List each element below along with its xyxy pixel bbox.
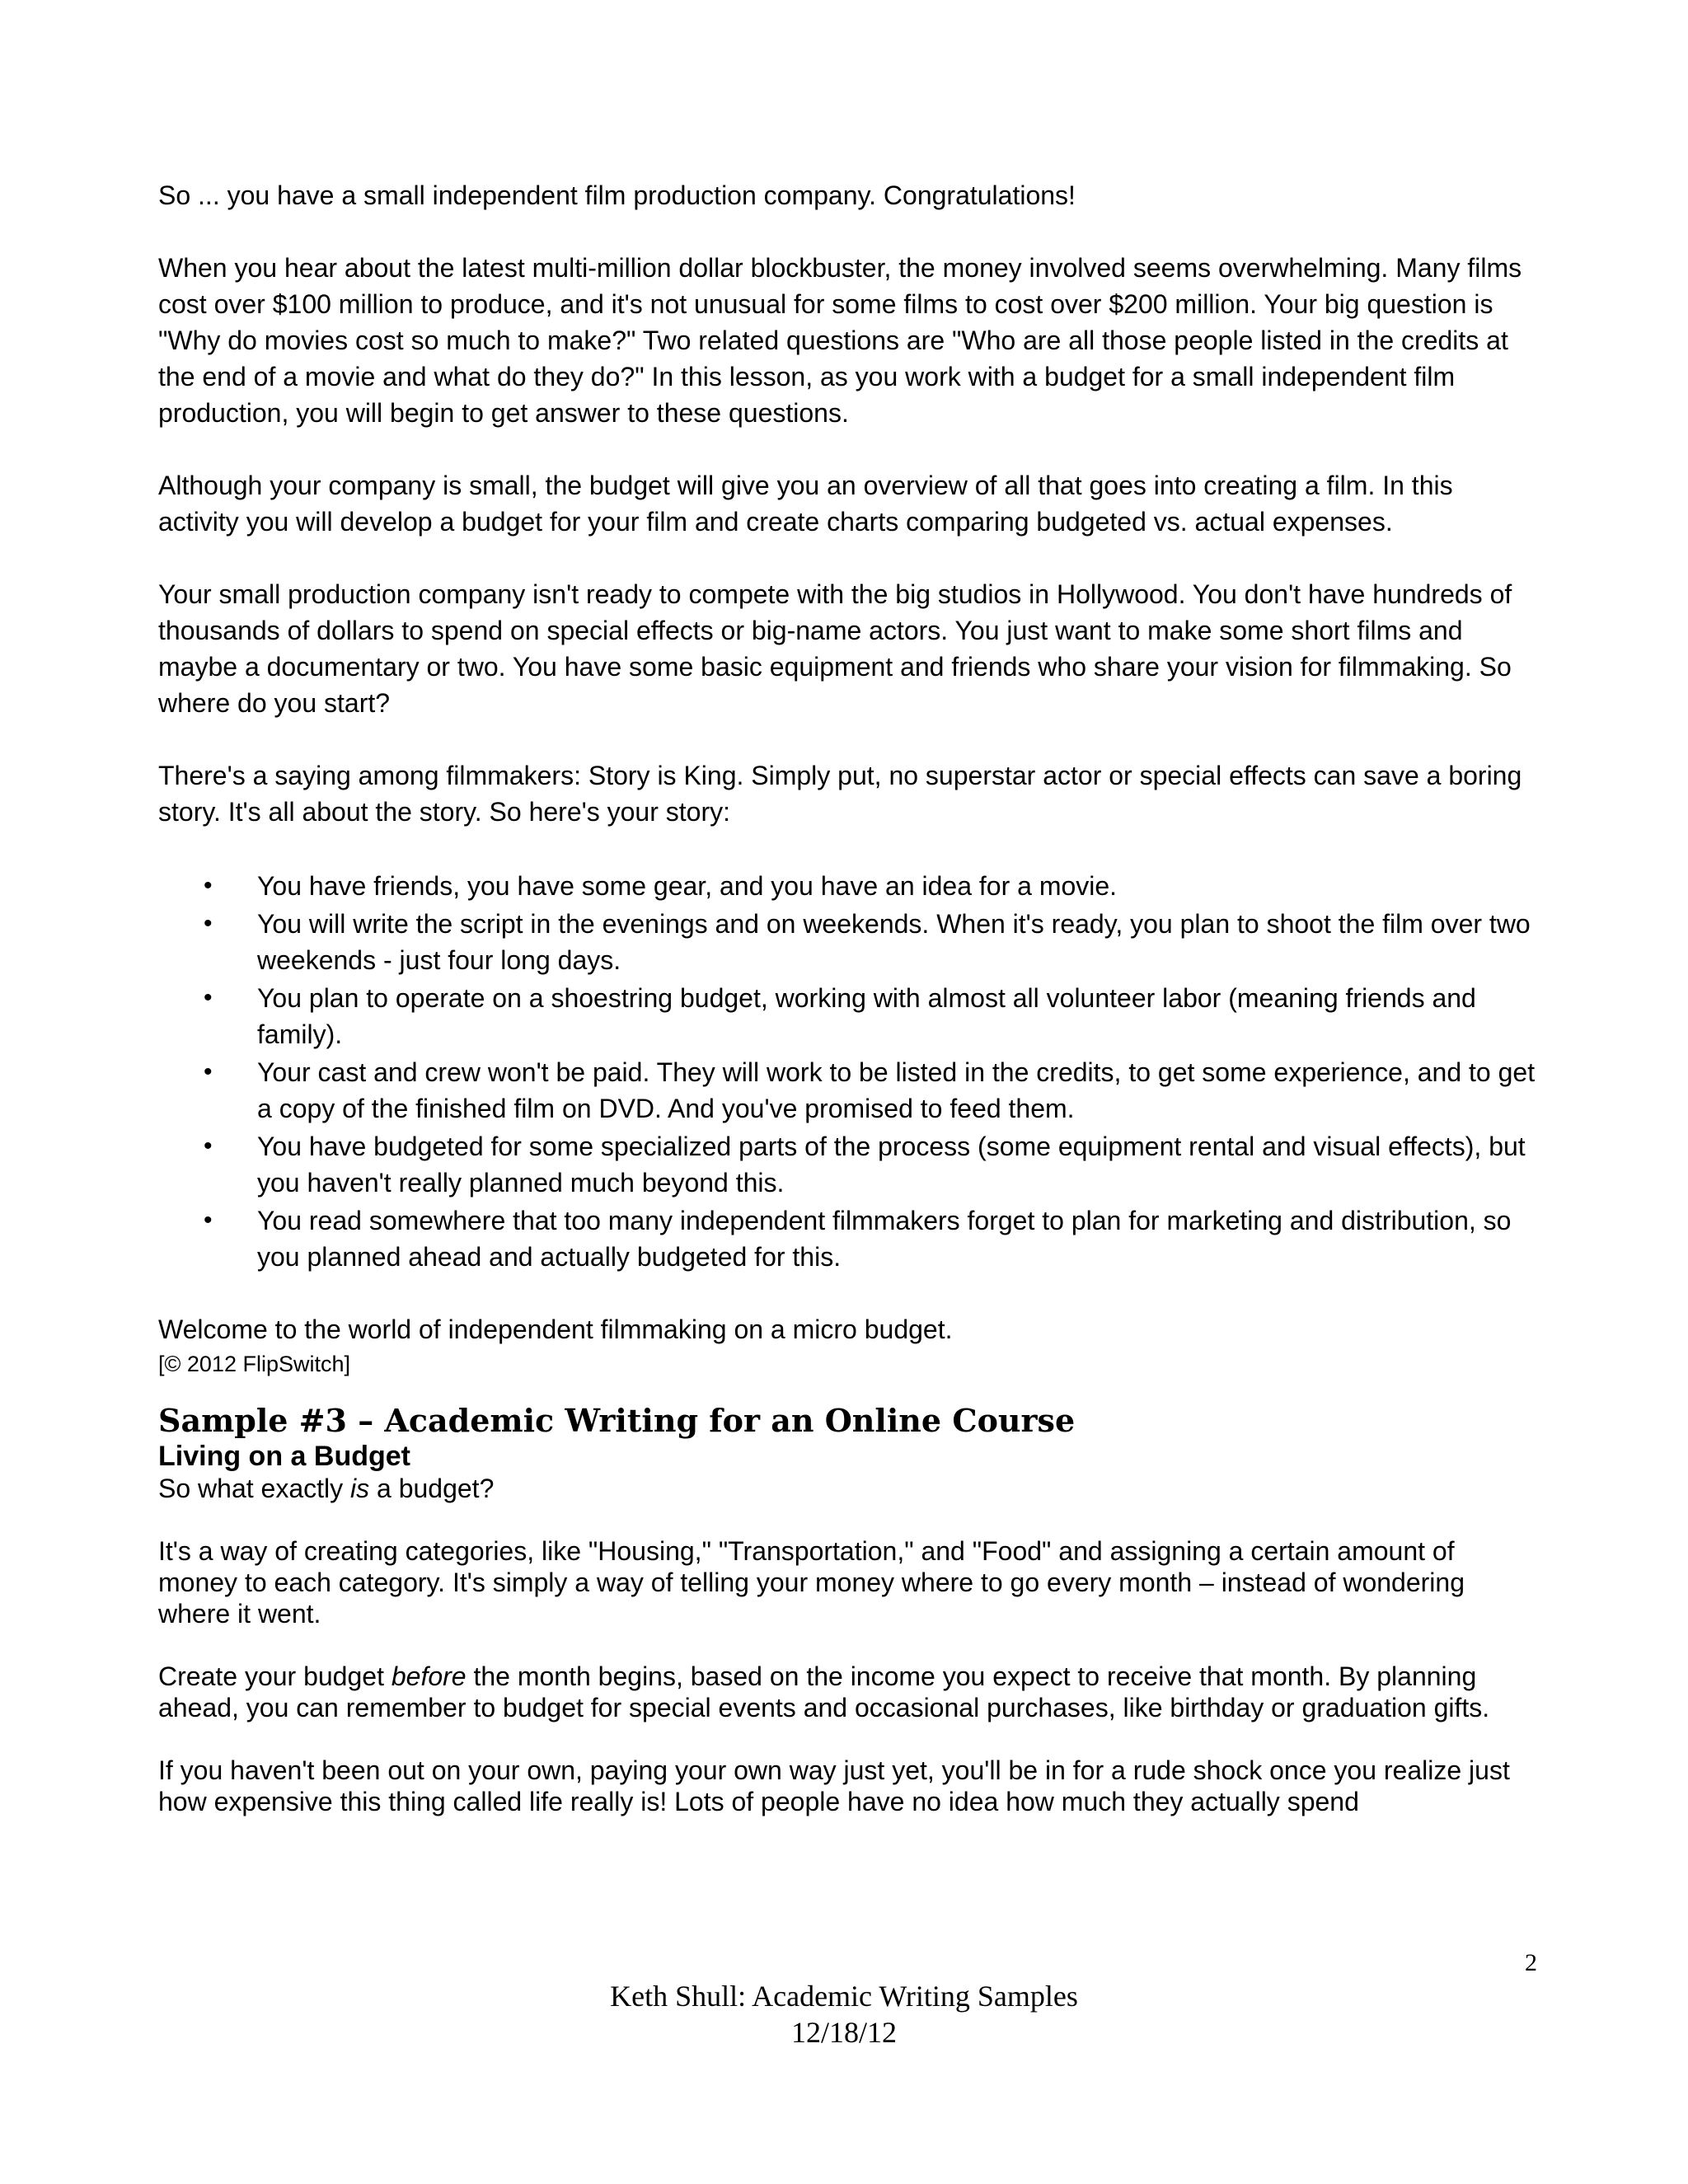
list-item-text: You will write the script in the evenings and on weekends. When it's ready, you plan to shoot the film over two weekends - just four long days. [257, 909, 1531, 975]
intro-paragraph-2: When you hear about the latest multi-million dollar blockbuster, the money involved seems overwhelming. Many films cost over $100 million to produce, and it's not unusual for some films to cost over $200 million. Your big question is "Why do movies cost so much to make?" Two related questions are "Who are all those people listed in the credits at the end of a movie and what do they do?" In this lesson, as you work with a budget for a small independent film production, you will begin to get answer to these questions. [158, 253, 1522, 428]
bullet-icon: • [204, 1058, 213, 1085]
budget-paragraph-2-text: Create your budget [158, 1661, 392, 1691]
list-item [158, 1128, 1536, 1201]
budget-paragraph-1: It's a way of creating categories, like "Housing," "Transportation," and "Food" and assigning a certain amount of money to each category. It's simply a way of telling your money where to go every month – instead of wondering where it went. [158, 1536, 1465, 1629]
budget-paragraph-2 [158, 1661, 1536, 1723]
copyright-note: [© 2012 FlipSwitch] [158, 1352, 350, 1376]
budget-question-text: So what exactly [158, 1474, 350, 1503]
bullet-icon: • [204, 910, 213, 937]
list-item-text: You plan to operate on a shoestring budget, working with almost all volunteer labor (meaning friends and family). [257, 983, 1476, 1049]
budget-paragraph-2-emphasis: before [391, 1661, 467, 1691]
bullet-icon: • [204, 1132, 213, 1160]
list-item-text: You read somewhere that too many independent filmmakers forget to plan for marketing and distribution, so you planned ahead and actually budgeted for this. [257, 1206, 1512, 1272]
budget-question-emphasis: is [350, 1474, 370, 1503]
budget-question-text-end: a budget? [369, 1474, 495, 1503]
list-item-text: Your cast and crew won't be paid. They will work to be listed in the credits, to get some experience, and to get a copy of the finished film on DVD. And you've promised to feed them. [257, 1057, 1536, 1123]
intro-paragraph-5: There's a saying among filmmakers: Story is King. Simply put, no superstar actor or special effects can save a boring story. It's all about the story. So here's your story: [158, 761, 1522, 827]
closing-paragraph: Welcome to the world of independent filmmaking on a micro budget. [158, 1315, 953, 1344]
intro-paragraph-4: Your small production company isn't ready to compete with the big studios in Hollywood. You don't have hundreds of thousands of dollars to spend on special effects or big-name actors. You just want to make some short films and maybe a documentary or two. You have some basic equipment and friends who share your vision for filmmaking. So where do you start? [158, 579, 1512, 718]
sample-heading: Sample #3 – Academic Writing for an Online Course [158, 1402, 1076, 1439]
list-item [158, 1202, 1536, 1275]
budget-paragraph-2-text-end: the month begins, based on the income you expect to receive that month. By planning ahead, you can remember to budget for special events and occasional purchases, like birthday or graduation gifts. [158, 1661, 1490, 1722]
page-number: 2 [1525, 1949, 1537, 1976]
list-item-text: You have budgeted for some specialized parts of the process (some equipment rental and visual effects), but you haven't really planned much beyond this. [257, 1132, 1526, 1197]
budget-paragraph-3: If you haven't been out on your own, paying your own way just yet, you'll be in for a rude shock once you realize just how expensive this thing called life really is! Lots of people have no idea how much they actually spend [158, 1755, 1510, 1816]
list-item [158, 1054, 1536, 1127]
list-item [158, 980, 1536, 1052]
list-item [158, 868, 1536, 904]
bullet-icon: • [204, 872, 213, 899]
story-bullet-list [158, 868, 1536, 1275]
section-subheading: Living on a Budget [158, 1441, 410, 1472]
intro-paragraph-1: So ... you have a small independent film production company. Congratulations! [158, 180, 1076, 210]
budget-question [158, 1473, 1536, 1504]
bullet-icon: • [204, 984, 213, 1011]
footer-title: Keth Shull: Academic Writing Samples [610, 1980, 1078, 2013]
list-item [158, 906, 1536, 978]
page-content [158, 177, 1536, 1817]
page-footer [0, 1978, 1688, 2050]
footer-date: 12/18/12 [790, 2016, 897, 2049]
list-item-text: You have friends, you have some gear, and you have an idea for a movie. [257, 871, 1118, 901]
intro-paragraph-3: Although your company is small, the budget will give you an overview of all that goes into creating a film. In this activity you will develop a budget for your film and create charts comparing budgeted vs. actual expenses. [158, 471, 1453, 537]
bullet-icon: • [204, 1207, 213, 1234]
